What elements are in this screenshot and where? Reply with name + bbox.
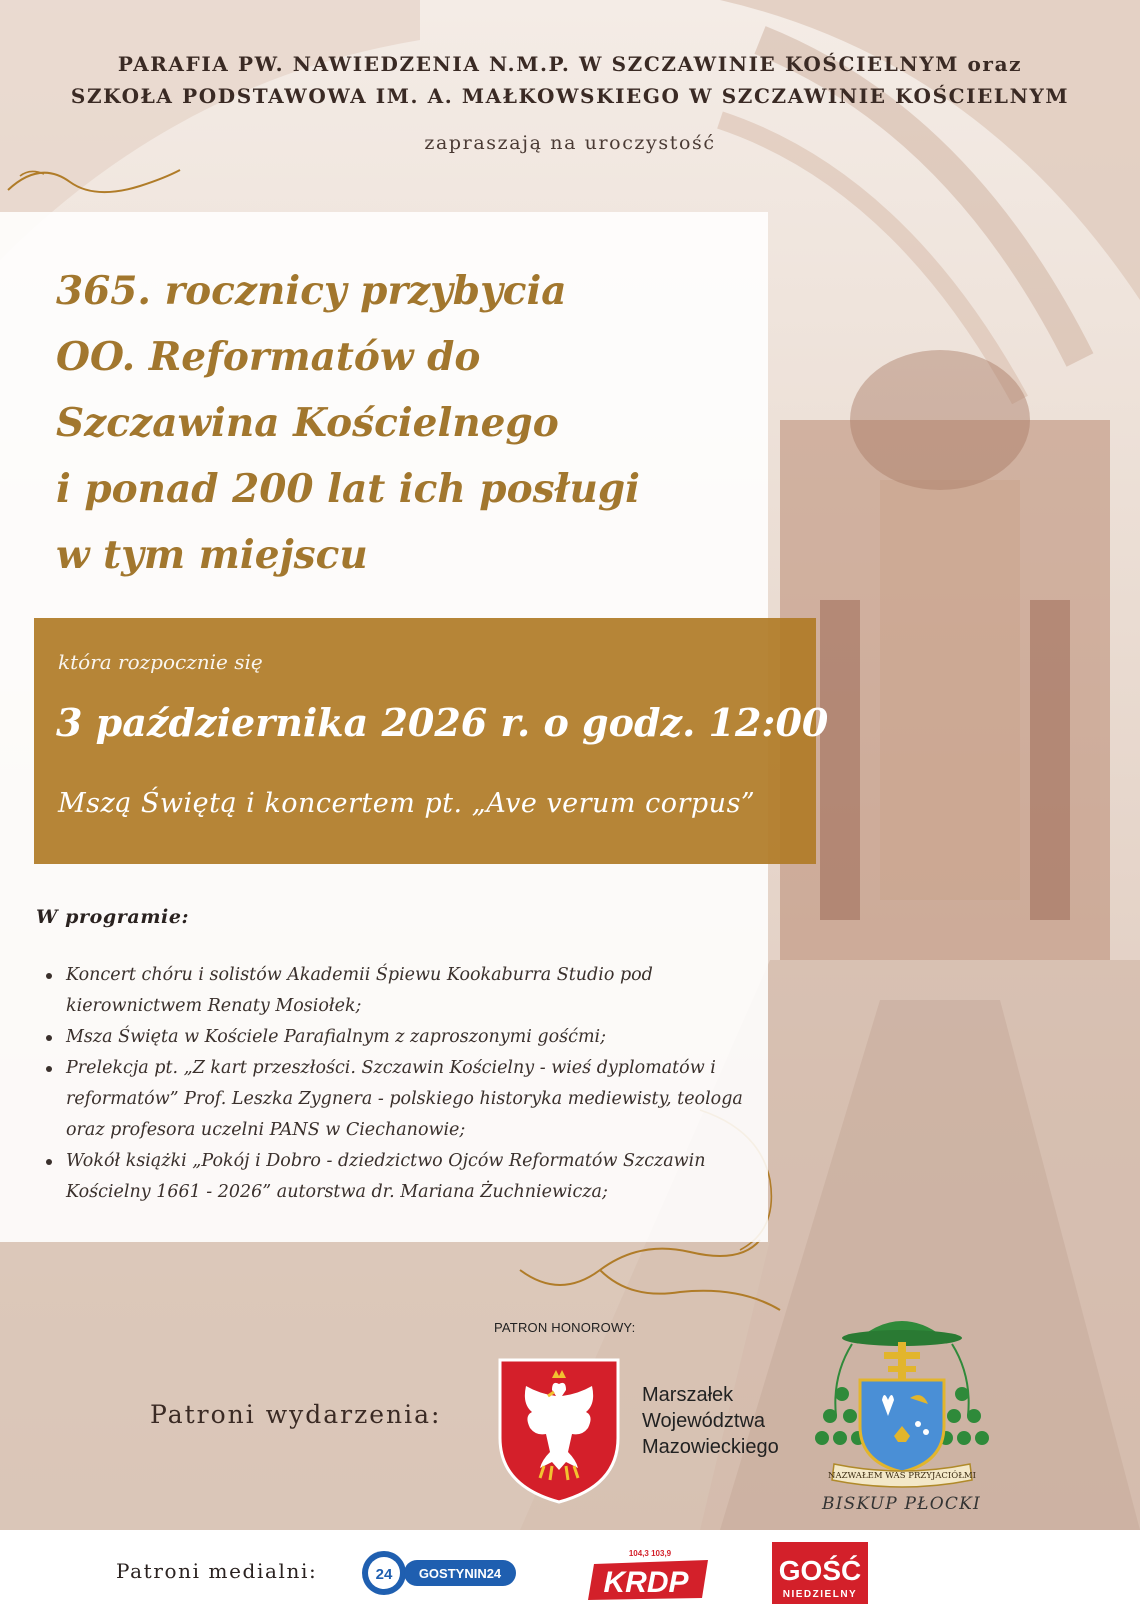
gosc-niedzielny-logo xyxy=(772,1542,868,1608)
program-item: Prelekcja pt. „Z kart przeszłości. Szczawin Kościelny - wieś dyplomatów i reformatów” Prof. Leszka Zygnera - polskiego historyka mediewisty, teologa oraz profesora uczelni PANS w Ciechanowie; xyxy=(46,1053,756,1146)
title-line: i ponad 200 lat ich posługi xyxy=(56,466,640,512)
event-title xyxy=(56,258,746,588)
marshal-name xyxy=(642,1382,779,1460)
title-line: 365. rocznicy przybycia xyxy=(56,268,567,314)
marshal-line: Marszałek xyxy=(642,1384,734,1406)
media-patrons-label: Patroni medialni: xyxy=(116,1559,318,1583)
gostynin-number: 24 xyxy=(375,1566,393,1583)
invite-text: zapraszają na uroczystość xyxy=(424,132,716,154)
header xyxy=(0,48,1140,154)
event-date: 3 października 2026 r. o godz. 12:00 xyxy=(56,700,829,745)
bishop-motto: NAZWAŁEM WAS PRZYJACIÓŁMI xyxy=(828,1471,976,1481)
krdp-text: KRDP xyxy=(603,1566,689,1599)
bishop-coat-of-arms xyxy=(812,1306,992,1496)
gostynin24-logo xyxy=(360,1548,520,1602)
mazowsze-coat-of-arms xyxy=(496,1356,622,1510)
title-line: Szczawina Kościelnego xyxy=(56,400,559,446)
title-line: OO. Reformatów do xyxy=(56,334,481,380)
bishop-label: BISKUP PŁOCKI xyxy=(822,1494,981,1514)
marshal-line: Województwa xyxy=(642,1410,766,1432)
event-details-box xyxy=(34,618,829,864)
gosc-text: GOŚĆ xyxy=(778,1555,862,1586)
event-mass-text: Mszą Świętą i koncertem pt. „Ave verum corpus” xyxy=(58,788,756,819)
gostynin-text: GOSTYNIN24 xyxy=(418,1566,502,1581)
media-patrons-footer xyxy=(0,1530,1140,1613)
honorary-patron-label: PATRON HONOROWY: xyxy=(494,1320,636,1335)
program-item: Wokół książki „Pokój i Dobro - dziedzictwo Ojców Reformatów Szczawin Kościelny 1661 - 2026” autorstwa dr. Mariana Żuchniewicza; xyxy=(46,1146,756,1208)
patrons-label: Patroni wydarzenia: xyxy=(150,1400,442,1429)
header-line-1: PARAFIA PW. NAWIEDZENIA N.M.P. W SZCZAWINIE KOŚCIELNYM oraz xyxy=(117,52,1023,76)
krdp-logo xyxy=(586,1546,716,1606)
header-line-2: SZKOŁA PODSTAWOWA IM. A. MAŁKOWSKIEGO W SZCZAWINIE KOŚCIELNYM xyxy=(70,84,1070,108)
program-list xyxy=(46,960,756,1208)
program-item: Msza Święta w Kościele Parafialnym z zaproszonymi gośćmi; xyxy=(46,1022,756,1053)
starts-text: która rozpocznie się xyxy=(58,650,263,674)
program-heading: W programie: xyxy=(36,906,190,928)
gosc-subtitle: NIEDZIELNY xyxy=(782,1589,858,1600)
marshal-line: Mazowieckiego xyxy=(642,1436,779,1458)
krdp-frequencies: 104,3 103,9 xyxy=(628,1549,672,1558)
program-item: Koncert chóru i solistów Akademii Śpiewu Kookaburra Studio pod kierownictwem Renaty Mosiołek; xyxy=(46,960,756,1022)
title-line: w tym miejscu xyxy=(56,532,368,578)
